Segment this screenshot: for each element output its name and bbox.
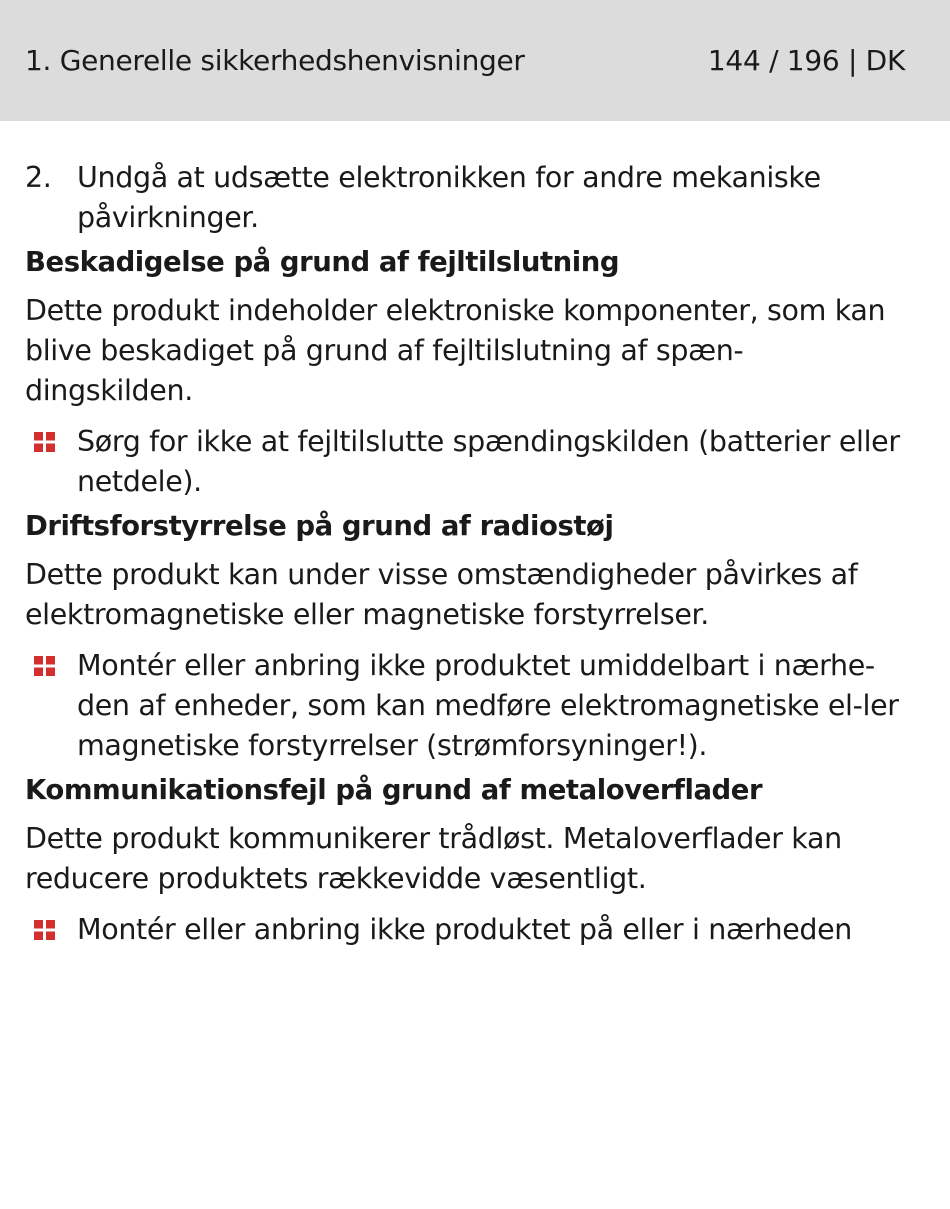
bullet-text: Montér eller anbring ikke produktet umiddelbart i nærhe-den af enheder, som kan medføre elektromagnetiske el-ler magnetiske forstyrrelser (strømforsyninger!). — [77, 649, 899, 762]
section-body-metaloverflader: Dette produkt kommunikerer trådløst. Metaloverflader kan reducere produktets rækkevidde væsentligt. — [25, 822, 842, 895]
bullet-text: Sørg for ikke at fejltilslutte spændingskilden (batterier eller netdele). — [77, 425, 900, 498]
page-content — [0, 158, 950, 950]
bullet-icon — [25, 422, 77, 502]
bullet-icon — [25, 646, 77, 766]
section-title: 1. Generelle sikkerhedshenvisninger — [25, 44, 525, 77]
numbered-item — [25, 158, 905, 238]
bullet-icon — [25, 910, 77, 950]
item-number: 2. — [25, 161, 52, 194]
section-heading-fejltilslutning: Beskadigelse på grund af fejltilslutning — [25, 246, 620, 278]
section-body-radiostoej: Dette produkt kan under visse omstændigheder påvirkes af elektromagnetiske eller magnetiske forstyrrelser. — [25, 558, 858, 631]
bullet-item-metaloverflader — [25, 910, 905, 950]
bullet-text: Montér eller anbring ikke produktet på eller i nærheden — [77, 913, 853, 946]
section-body-fejltilslutning: Dette produkt indeholder elektroniske komponenter, som kan blive beskadiget på grund af fejltilslutning af spæn-dingskilden. — [25, 294, 886, 407]
page-indicator: 144 / 196 | DK — [707, 44, 905, 77]
page-header — [0, 0, 950, 121]
bullet-item-fejltilslutning — [25, 422, 905, 502]
bullet-item-radiostoej — [25, 646, 905, 766]
item-text: Undgå at udsætte elektronikken for andre mekaniske påvirkninger. — [77, 161, 821, 234]
section-heading-metaloverflader: Kommunikationsfejl på grund af metaloverflader — [25, 774, 763, 806]
section-heading-radiostoej: Driftsforstyrrelse på grund af radiostøj — [25, 510, 614, 542]
